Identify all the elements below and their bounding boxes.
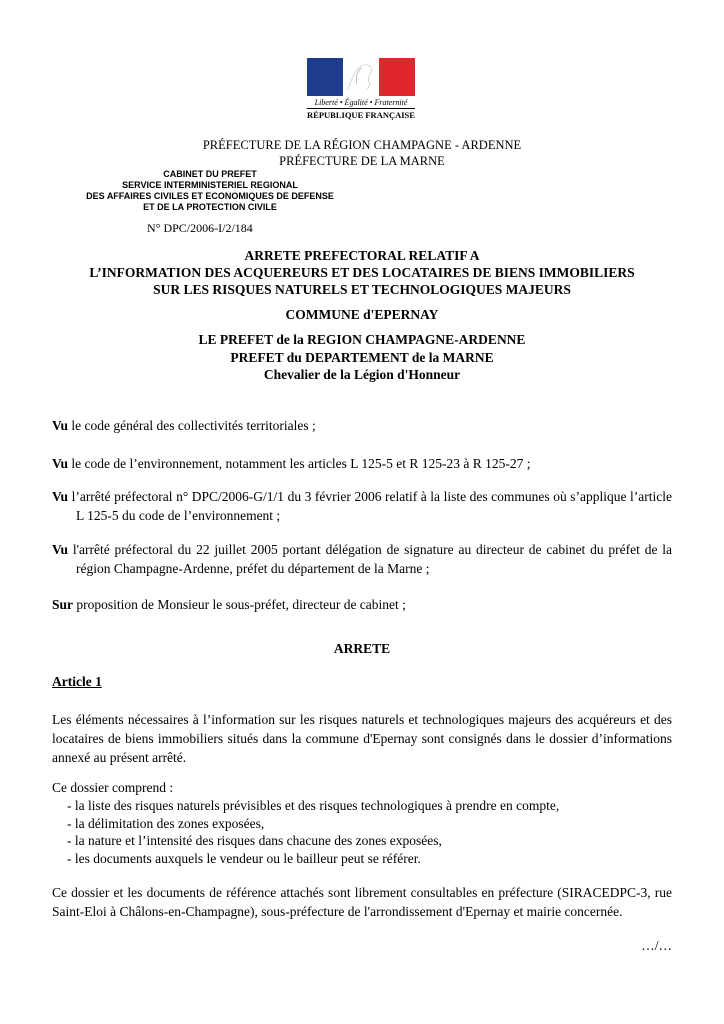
arrete-heading: ARRETE [333, 641, 391, 656]
cabinet-line: ET DE LA PROTECTION CIVILE [143, 202, 277, 212]
consideration-text: l'arrêté préfectoral du 22 juillet 2005 portant délégation de signature au directeur de cabinet du préfet de la région Champagne-Ardenne, préfet du département de la Marne ; [68, 542, 672, 576]
cabinet-line: DES AFFAIRES CIVILES ET ECONOMIQUES DE DEFENSE [86, 191, 334, 201]
prefect-line: LE PREFET de la REGION CHAMPAGNE-ARDENNE [198, 332, 526, 347]
republic-name: RÉPUBLIQUE FRANÇAISE [307, 110, 415, 120]
prefecture-marne: PRÉFECTURE DE LA MARNE [279, 154, 445, 168]
consideration-text: le code général des collectivités territoriales ; [68, 418, 316, 433]
republic-logo [307, 58, 415, 120]
consideration-text: le code de l’environnement, notamment les articles L 125-5 et R 125-23 à R 125-27 ; [68, 456, 531, 471]
article-paragraph: Ce dossier et les documents de référence attachés sont librement consultables en préfecture (SIRACEDPC-3, rue Saint-Eloi à Châlons-en-Champagne), sous-préfecture de l'arrondissement d'Epernay et mairie concernée. [52, 885, 672, 919]
motto: Liberté • Égalité • Fraternité [314, 98, 408, 107]
list-intro: Ce dossier comprend : [52, 780, 174, 795]
list-item: - la nature et l’intensité des risques dans chacune des zones exposées, [67, 833, 442, 848]
list-item: - la liste des risques naturels prévisibles et des risques technologiques à prendre en compte, [67, 798, 560, 813]
prefect-line: Chevalier de la Légion d'Honneur [263, 367, 461, 382]
prefect-line: PREFET du DEPARTEMENT de la MARNE [230, 350, 494, 365]
continuation-mark: …/… [641, 938, 672, 953]
consideration-lead: Vu [52, 542, 69, 557]
consideration-lead: Sur [52, 597, 74, 612]
prefecture-region: PRÉFECTURE DE LA RÉGION CHAMPAGNE - ARDENNE [202, 138, 522, 152]
consideration-lead: Vu [52, 418, 69, 433]
cabinet-line: SERVICE INTERMINISTERIEL REGIONAL [122, 180, 298, 190]
cabinet-line: CABINET DU PREFET [163, 169, 257, 179]
article-paragraph: Les éléments nécessaires à l’information sur les risques naturels et technologiques majeurs des acquéreurs et des locataires de biens immobiliers situés dans la commune d'Epernay sont consignés dans le dossier d’informations annexé au présent arrêté. [52, 712, 672, 765]
consideration-lead: Vu [52, 456, 69, 471]
reference-number: N° DPC/2006-I/2/184 [147, 221, 253, 235]
consideration [52, 595, 672, 614]
consideration-text: proposition de Monsieur le sous-préfet, directeur de cabinet ; [73, 597, 406, 612]
tricolor-flag-icon [307, 58, 415, 96]
title-line: SUR LES RISQUES NATURELS ET TECHNOLOGIQUES MAJEURS [153, 282, 571, 297]
consideration [52, 540, 672, 578]
consideration [52, 487, 672, 525]
consideration-lead: Vu [52, 489, 69, 504]
list-item: - la délimitation des zones exposées, [67, 816, 265, 831]
consideration [52, 416, 672, 435]
title-line: L’INFORMATION DES ACQUEREURS ET DES LOCATAIRES DE BIENS IMMOBILIERS [89, 265, 635, 280]
commune-title: COMMUNE d'EPERNAY [285, 307, 439, 322]
list-item: - les documents auxquels le vendeur ou le bailleur peut se référer. [67, 851, 421, 866]
title-line: ARRETE PREFECTORAL RELATIF A [244, 248, 480, 263]
consideration [52, 454, 672, 473]
article-heading: Article 1 [52, 674, 102, 689]
consideration-text: l’arrêté préfectoral n° DPC/2006-G/1/1 du 3 février 2006 relatif à la liste des communes où s’applique l’article L 125-5 du code de l’environnement ; [68, 489, 672, 523]
